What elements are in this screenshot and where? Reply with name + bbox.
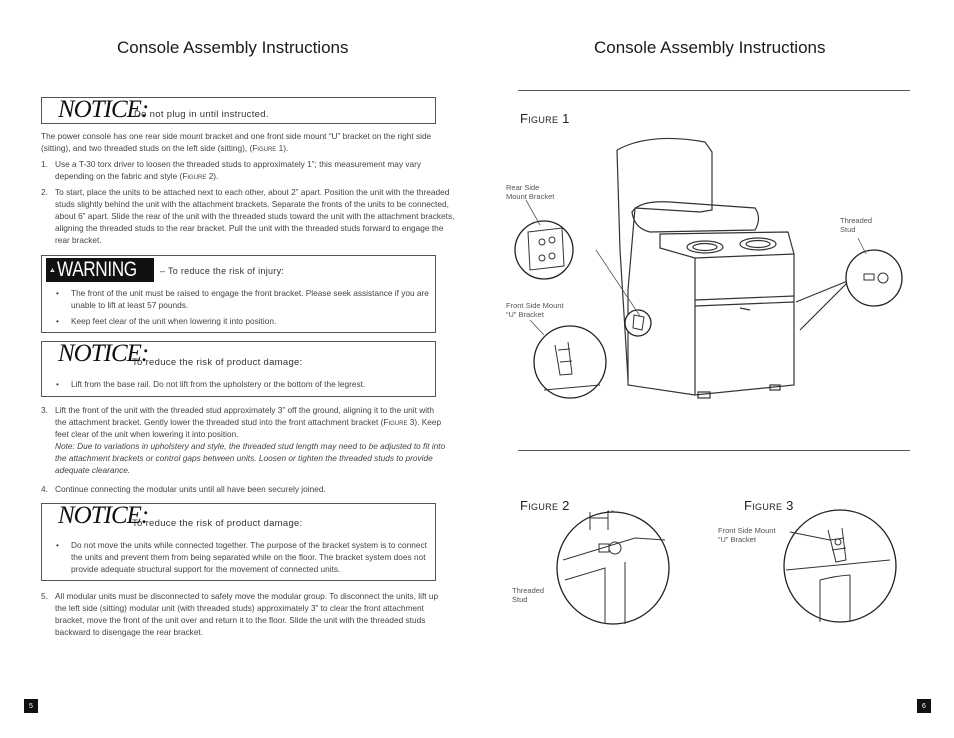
left-page-title: Console Assembly Instructions: [117, 38, 349, 57]
step-4: 4. Continue connecting the modular units until all have been securely joined.: [41, 484, 326, 494]
divider-middle: [518, 450, 910, 451]
notice-text: Do not plug in until instructed.: [134, 109, 269, 120]
notice-bullet: • Do not move the units while connected together. The purpose of the bracket system is to connect the units and prevent them from being separated while on the floor. The bracket system does not provide adequate structural support for the movement of connected units.: [56, 539, 431, 575]
figure-3-bracket-illustration: [780, 500, 900, 630]
step-1: 1. Use a T-30 torx driver to loosen the threaded studs to approximately 1”; this measurement may vary depending on the fabric and style (Figure 2).: [41, 159, 422, 181]
notice-bullet: • Lift from the base rail. Do not lift from the upholstery or the bottom of the legrest.: [56, 378, 431, 390]
step-3-note: Note: Due to variations in upholstery and style, the threaded stud length may need to be adjusted to fit into the attachment brackets or control gaps between units. Loosen or tighten the threaded studs to provide adequate clearance.: [55, 441, 446, 475]
callout-threaded-stud: Threaded Stud: [840, 216, 873, 234]
notice-heading: NOTICE:: [58, 96, 149, 123]
callout-fig2-stud: Threaded Stud: [512, 586, 545, 604]
notice-box-move: [41, 503, 436, 581]
page-number-left: 5: [24, 699, 38, 713]
figure-1-console-illustration: [500, 130, 910, 410]
callout-rear-bracket: Rear Side Mount Bracket: [506, 183, 555, 201]
warning-heading: WARNING: [56, 258, 137, 281]
warning-box: [41, 255, 436, 333]
notice-text: To reduce the risk of product damage:: [132, 357, 303, 368]
warning-triangle-icon: [50, 260, 55, 280]
step-5: 5. All modular units must be disconnected to safely move the modular group. To disconnect the units, lift up the left side (sitting) modular unit (with threaded studs) approximately 3” to clear the front attachment bracket, move the front of the unit over and return it to the floor. Slide the unit with the threaded studs backward to disengage the rear bracket.: [41, 591, 439, 637]
callout-fig3-bracket: Front Side Mount “U” Bracket: [718, 526, 776, 544]
notice-text: To reduce the risk of product damage:: [132, 518, 303, 529]
warning-badge: [46, 258, 154, 282]
warning-text: – To reduce the risk of injury:: [160, 266, 285, 276]
figure-3-label: Figure 3: [744, 498, 794, 513]
divider-top: [518, 90, 910, 91]
notice-heading: NOTICE:: [58, 502, 149, 529]
figure-2-stud-illustration: [555, 500, 670, 630]
intro-paragraph: The power console has one rear side mount bracket and one front side mount “U” bracket on the right side (sitting), and two threaded studs on the left side (sitting), (Figure 1).: [41, 131, 432, 153]
callout-front-bracket: Front Side Mount “U” Bracket: [506, 301, 564, 319]
notice-heading: NOTICE:: [58, 340, 149, 367]
right-page-title: Console Assembly Instructions: [594, 38, 826, 57]
figure-2-label: Figure 2: [520, 498, 570, 513]
figure-1-label: Figure 1: [520, 111, 570, 126]
warning-bullet: • Keep feet clear of the unit when lowering it into position.: [56, 315, 431, 327]
page-number-right: 6: [917, 699, 931, 713]
notice-box-plug: [41, 97, 436, 124]
notice-box-lift: [41, 341, 436, 397]
step-2: 2. To start, place the units to be attached next to each other, about 2” apart. Position the unit with the threaded studs slightly behind the unit with the attachment brackets. Separate the fronts of the units to be connected, about 6” apart. Slide the rear of the unit with the threaded studs toward the unit with the attachment brackets, aligning the threaded studs to the rear bracket. Pull the unit with the threaded studs forward to engage the rear bracket.: [41, 187, 455, 245]
step-3: 3. Lift the front of the unit with the threaded stud approximately 3” off the ground, aligning it to the unit with the attachment bracket. Gently lower the threaded stud into the front attachment bracket (Figure 3). Keep feet clear of the unit when lowering it into position. Note: Due to variations in upholstery and style, the threaded stud length may need to be adjusted to fit into the attachment brackets or control gaps between units. Loosen or tighten the threaded studs to provide adequate clearance.: [41, 405, 446, 475]
warning-bullet: • The front of the unit must be raised to engage the front bracket. Please seek assistance if you are unable to lift at least 57 pounds.: [56, 287, 431, 311]
